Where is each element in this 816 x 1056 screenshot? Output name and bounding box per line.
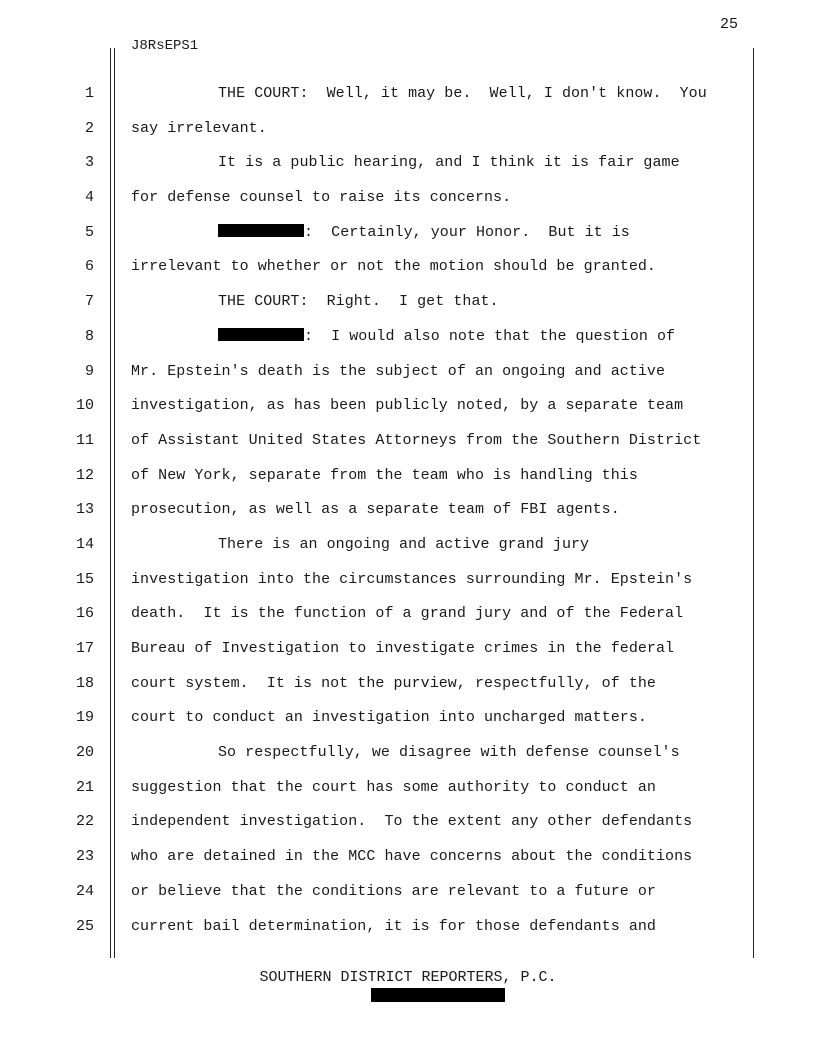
transcript-line	[0, 840, 816, 875]
line-text	[218, 85, 707, 102]
transcript-line	[0, 563, 816, 598]
line-text	[131, 571, 692, 588]
line-number: 17	[75, 640, 94, 657]
case-id: J8RsEPS1	[131, 38, 199, 54]
line-content: THE COURT: Well, it may be. Well, I don't know. You	[218, 85, 707, 102]
line-text	[131, 363, 665, 380]
transcript-line	[0, 459, 816, 494]
line-text	[218, 224, 630, 241]
footer-reporter: SOUTHERN DISTRICT REPORTERS, P.C.	[259, 969, 557, 986]
transcript-line	[0, 216, 816, 251]
line-text	[218, 154, 680, 171]
line-number: 1	[84, 85, 94, 102]
line-content: of Assistant United States Attorneys from the Southern District	[131, 431, 702, 449]
transcript-line	[0, 250, 816, 285]
speaker-redaction	[218, 224, 304, 237]
line-content: current bail determination, it is for those defendants and	[131, 917, 656, 935]
transcript-line	[0, 146, 816, 181]
transcript-line	[0, 528, 816, 563]
line-content: for defense counsel to raise its concerns.	[131, 189, 512, 207]
line-number: 22	[75, 813, 94, 831]
page-number: 25	[719, 16, 738, 33]
line-text	[131, 779, 656, 796]
line-text	[218, 293, 499, 310]
line-number: 21	[75, 778, 94, 796]
line-text	[218, 744, 680, 761]
line-content: death. It is the function of a grand jury and of the Federal	[131, 605, 684, 623]
line-text	[131, 501, 620, 518]
line-text	[131, 883, 656, 900]
line-number: 3	[84, 154, 94, 172]
line-text	[131, 397, 683, 414]
transcript-line	[0, 112, 816, 147]
transcript-line	[0, 736, 816, 771]
transcript-line	[0, 77, 816, 112]
line-number: 19	[75, 709, 94, 727]
line-number: 2	[84, 119, 94, 137]
line-content: say irrelevant.	[131, 119, 267, 137]
transcript-line	[0, 597, 816, 632]
line-number: 15	[75, 570, 94, 588]
line-text	[131, 605, 683, 622]
line-content: of New York, separate from the team who is handling this	[131, 466, 638, 484]
line-text	[131, 709, 647, 726]
transcript-line	[0, 181, 816, 216]
line-content: suggestion that the court has some authority to conduct an	[131, 778, 656, 796]
line-content: : I would also note that the question of	[304, 327, 676, 345]
transcript-line	[0, 389, 816, 424]
line-text	[131, 813, 692, 830]
line-number: 14	[75, 535, 94, 553]
line-number: 6	[84, 258, 94, 276]
transcript-line	[0, 771, 816, 806]
line-text	[131, 432, 701, 449]
transcript-line	[0, 355, 816, 390]
line-content: court system. It is not the purview, respectfully, of the	[131, 674, 656, 692]
line-text	[218, 328, 675, 345]
line-content: independent investigation. To the extent any other defendants	[131, 813, 693, 831]
transcript-line	[0, 875, 816, 910]
line-text	[131, 467, 638, 484]
line-number: 13	[75, 501, 94, 519]
transcript-line	[0, 667, 816, 702]
transcript-line	[0, 493, 816, 528]
line-text	[218, 536, 589, 553]
line-content: court to conduct an investigation into uncharged matters.	[131, 709, 647, 727]
transcript-line	[0, 632, 816, 667]
line-text	[131, 918, 656, 935]
transcript-line	[0, 805, 816, 840]
line-number: 9	[84, 362, 94, 380]
line-content: irrelevant to whether or not the motion should be granted.	[131, 258, 656, 276]
line-content: prosecution, as well as a separate team of FBI agents.	[131, 501, 620, 519]
line-content: THE COURT: Right. I get that.	[218, 293, 499, 311]
line-number: 16	[75, 605, 94, 623]
line-number: 20	[75, 744, 94, 762]
line-content: Bureau of Investigation to investigate crimes in the federal	[131, 640, 675, 657]
transcript-line	[0, 424, 816, 459]
line-number: 8	[84, 327, 94, 345]
line-number: 5	[84, 223, 94, 241]
line-number: 24	[75, 882, 94, 900]
line-content: It is a public hearing, and I think it is fair game	[218, 154, 680, 172]
line-number: 11	[75, 431, 94, 449]
transcript-line	[0, 285, 816, 320]
line-number: 23	[75, 848, 94, 866]
line-text	[131, 640, 674, 657]
line-number: 7	[84, 293, 94, 311]
line-content: investigation into the circumstances surrounding Mr. Epstein's	[131, 570, 693, 588]
speaker-redaction	[218, 328, 304, 341]
transcript-lines	[0, 77, 816, 944]
footer-redaction	[371, 988, 505, 1002]
line-number: 25	[75, 917, 94, 935]
line-number: 12	[75, 466, 94, 484]
line-number: 10	[75, 397, 94, 415]
transcript-line	[0, 701, 816, 736]
transcript-line	[0, 910, 816, 945]
line-content: So respectfully, we disagree with defense counsel's	[218, 744, 680, 762]
line-content: There is an ongoing and active grand jury	[218, 535, 590, 553]
transcript-line	[0, 320, 816, 355]
line-content: : Certainly, your Honor. But it is	[304, 223, 630, 241]
line-number: 18	[75, 674, 94, 692]
line-number: 4	[84, 189, 94, 207]
line-content: who are detained in the MCC have concerns about the conditions	[131, 848, 693, 866]
line-text	[131, 675, 656, 692]
line-text	[131, 258, 656, 275]
line-text	[131, 189, 511, 206]
line-content: or believe that the conditions are relevant to a future or	[131, 882, 656, 900]
line-text	[131, 848, 692, 865]
line-text	[131, 120, 267, 137]
line-content: Mr. Epstein's death is the subject of an ongoing and active	[131, 362, 666, 380]
line-content: investigation, as has been publicly noted, by a separate team	[131, 397, 684, 415]
